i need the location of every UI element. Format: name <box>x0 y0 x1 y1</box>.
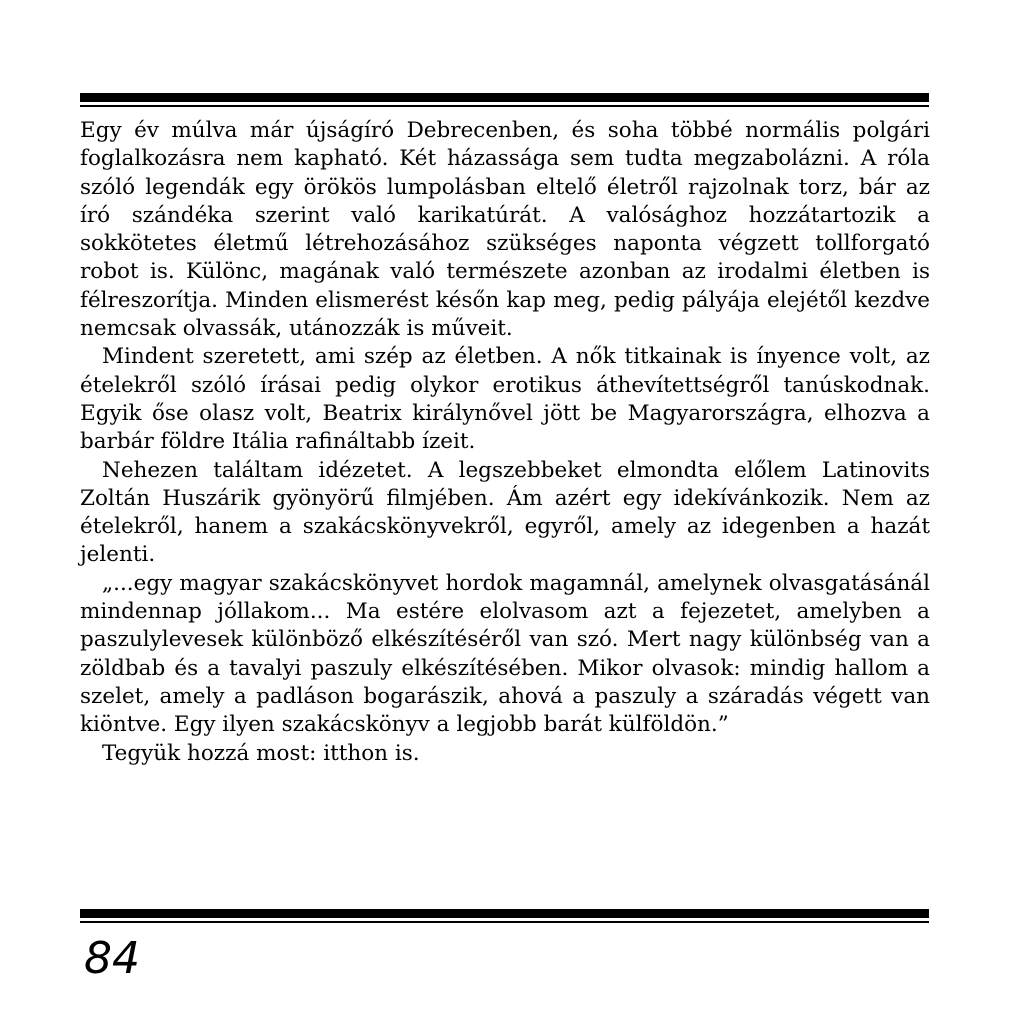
top-rule <box>80 93 929 107</box>
paragraph-5: Tegyük hozzá most: itthon is. <box>102 740 420 766</box>
page-number: 84 <box>84 933 140 984</box>
body-text <box>80 117 930 768</box>
paragraph-1: Egy év múlva már újságíró Debrecenben, és soha többé normális polgári foglalkozásra nem kapható. Két házassága sem tudta megzabolázni. A róla szóló legendák egy örökös lumpolásban eltelő életről rajzolnak torz, bár az író szándéka szerint való karikatúrát. A valósághoz hozzátartozik a sokkötetes életmű létrehozásához szükséges naponta végzett tollforgató robot is. Különc, magának való természete azonban az irodalmi életben is félreszorítja. Minden elismerést későn kap meg, pedig pályája elejétől kezdve nemcsak olvassák, utánozzák is műveit. <box>80 118 930 342</box>
paragraph-4: „...egy magyar szakácskönyvet hordok magamnál, amelynek olvasgatásánál mindennap jóllakom... Ma estére elolvasom azt a fejezetet, amelyben a paszulylevesek különböző elkészítéséről van szó. Mert nagy különbség van a zöldbab és a tavalyi paszuly elkészítésében. Mikor olvasok: mindig hallom a szelet, amely a padláson bogarászik, ahová a paszuly a száradás végett van kiöntve. Egy ilyen szakácskönyv a legjobb barát külföldön.” <box>80 570 930 738</box>
paragraph-3: Nehezen találtam idézetet. A legszebbeket elmondta előlem Latinovits Zoltán Huszárik gyönyörű filmjében. Ám azért egy idekívánkozik. Nem az ételekről, hanem a szakácskönyvekről, egyről, amely az idegenben a hazát jelenti. <box>80 457 930 568</box>
bottom-rule <box>80 909 929 923</box>
paragraph-2: Mindent szeretett, ami szép az életben. A nők titkainak is ínyence volt, az ételekről szóló írásai pedig olykor erotikus áthevítettségről tanúskodnak. Egyik őse olasz volt, Beatrix királynővel jött be Magyarországra, elhozva a barbár földre Itália rafináltabb ízeit. <box>80 344 930 455</box>
